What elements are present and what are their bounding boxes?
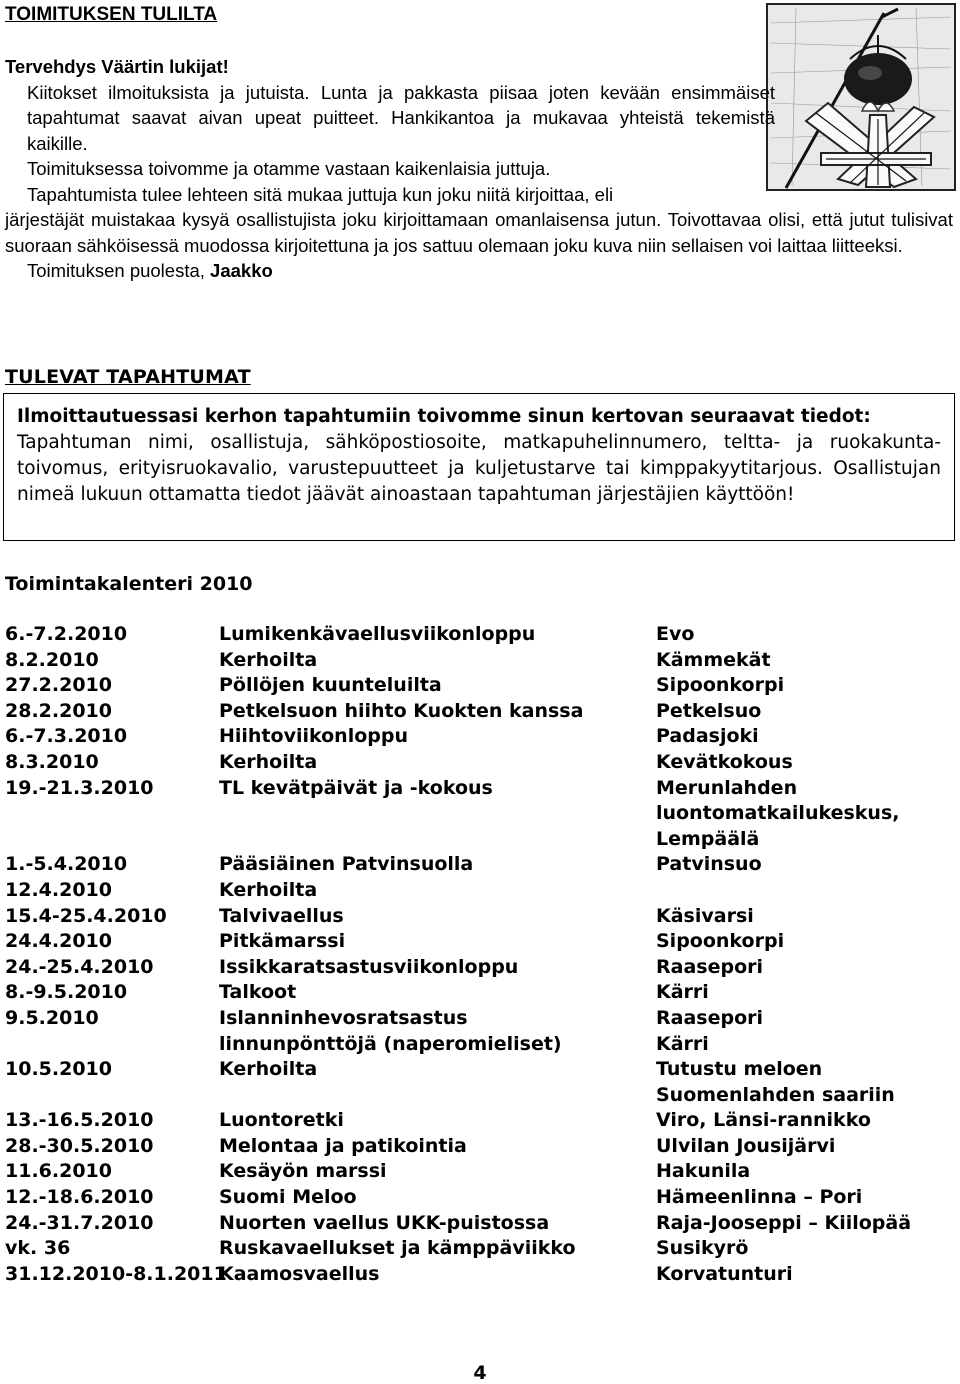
event-place: Evo (656, 623, 695, 645)
event-name: Melontaa ja patikointia (219, 1134, 467, 1157)
paragraph-thanks: Kiitokset ilmoituksista ja jutuista. Lunta ja pakkasta piisaa joten kevään ensimmäiset tapahtumat saavat aivan upeat puitteet. Hankikantoa ja mukavaa yhteistä tekemistä kaikille. (27, 81, 775, 154)
event-name: Talvivaellus (219, 904, 344, 927)
event-name: Kerhoilta (219, 1058, 318, 1081)
event-date: 8.-9.5.2010 (5, 981, 128, 1004)
event-place: Lempäälä (656, 827, 760, 850)
greeting: Tervehdys Väärtin lukijat! (5, 56, 229, 77)
event-place: Kämmekät (656, 648, 771, 671)
event-date: 8.3.2010 (5, 750, 99, 773)
event-name: linnunpönttöjä (naperomieliset) (219, 1032, 562, 1055)
event-name: Kesäyön marssi (219, 1160, 387, 1183)
paragraph-wishes: Toimituksessa toivomme ja otamme vastaan kaikenlaisia juttuja. (27, 158, 551, 179)
event-place: Kärri (656, 981, 709, 1004)
event-name: Pitkämarssi (219, 930, 346, 953)
event-date: 12.-18.6.2010 (5, 1186, 154, 1209)
event-date: 11.6.2010 (5, 1160, 112, 1183)
event-name: Kerhoilta (219, 750, 318, 773)
event-place: Petkelsuo (656, 699, 762, 722)
page-number: 4 (473, 1362, 487, 1384)
event-name: Nuorten vaellus UKK-puistossa (219, 1211, 550, 1234)
event-date: 10.5.2010 (5, 1058, 112, 1081)
event-place: Sipoonkorpi (656, 674, 785, 697)
event-name: Talkoot (219, 981, 297, 1004)
event-date: 9.5.2010 (5, 1006, 99, 1029)
signature-prefix: Toimituksen puolesta, (27, 260, 211, 281)
registration-info-body: Tapahtuman nimi, osallistuja, sähköpostiosoite, matkapuhelinnumero, teltta- ja ruokakunta-toivomus, erityisruokavalio, varustepuutteet ja kuljetustarve tai kimppakyytitarjous. Osallistujan nimeä lukuun ottamatta tiedot jäävät ainoastaan tapahtuman järjestäjien käyttöön! (17, 432, 941, 505)
event-place: Raja-Jooseppi – Kiilopää (656, 1211, 912, 1234)
event-date: vk. 36 (5, 1237, 71, 1260)
event-place: Hämeenlinna – Pori (656, 1186, 863, 1209)
event-place: Viro, Länsi-rannikko (656, 1109, 871, 1132)
event-name: TL kevätpäivät ja -kokous (219, 776, 493, 799)
event-name: Islanninhevosratsastus (219, 1006, 468, 1029)
page-title: TOIMITUKSEN TULILTA (5, 4, 218, 25)
event-place: Suomenlahden saariin (656, 1083, 895, 1106)
paragraph-organizers: järjestäjät muistakaa kysyä osallistujista joku kirjoittamaan omanlaisensa jutun. Toivottavaa olisi, että jutut tulisivat suoraan sähköisessä muodossa kirjoitettuna ja jos sattuu olemaan joku kuva niin sellaisen voi laittaa liitteeksi. (5, 209, 953, 256)
event-name: Issikkaratsastusviikonloppu (219, 955, 519, 978)
event-place: Käsivarsi (656, 904, 754, 927)
event-place: Merunlahden (656, 776, 798, 799)
editorial-text (5, 54, 953, 284)
event-date: 13.-16.5.2010 (5, 1109, 154, 1132)
event-date: 28.2.2010 (5, 699, 112, 722)
paragraph-events-text: Tapahtumista tulee lehteen sitä mukaa juttuja kun joku niitä kirjoittaa, eli (27, 183, 614, 205)
event-name: Ruskavaellukset ja kämppäviikko (219, 1237, 576, 1260)
event-name: Lumikenkävaellusviikonloppu (219, 623, 536, 645)
event-name: Petkelsuon hiihto Kuokten kanssa (219, 699, 584, 722)
event-date: 6.-7.2.2010 (5, 623, 128, 645)
registration-info-box (3, 393, 955, 541)
event-date: 8.2.2010 (5, 648, 99, 671)
event-place: Hakunila (656, 1160, 751, 1183)
event-place: Raasepori (656, 955, 764, 978)
event-date: 27.2.2010 (5, 674, 112, 697)
event-place: Raasepori (656, 1006, 764, 1029)
event-place: luontomatkailukeskus, (656, 802, 900, 825)
event-place: Patvinsuo (656, 853, 762, 876)
calendar-title: Toimintakalenteri 2010 (5, 573, 253, 595)
event-date: 19.-21.3.2010 (5, 776, 154, 799)
event-date: 12.4.2010 (5, 878, 112, 901)
event-name: Pääsiäinen Patvinsuolla (219, 853, 474, 876)
event-place: Padasjoki (656, 725, 759, 748)
event-name: Kaamosvaellus (219, 1262, 380, 1285)
event-date: 24.-25.4.2010 (5, 955, 154, 978)
event-name: Pöllöjen kuunteluilta (219, 674, 442, 697)
event-place: Sipoonkorpi (656, 930, 785, 953)
event-date: 31.12.2010-8.1.2011 (5, 1262, 227, 1285)
event-date: 15.4-25.4.2010 (5, 904, 167, 927)
event-date: 28.-30.5.2010 (5, 1134, 154, 1157)
event-place: Ulvilan Jousijärvi (656, 1134, 836, 1157)
event-place: Tutustu meloen (656, 1058, 823, 1081)
event-name: Kerhoilta (219, 648, 318, 671)
event-date: 24.-31.7.2010 (5, 1211, 154, 1234)
event-name: Kerhoilta (219, 878, 318, 901)
event-place: Korvatunturi (656, 1262, 793, 1285)
event-date: 6.-7.3.2010 (5, 725, 128, 748)
signature-name: Jaakko (210, 260, 273, 281)
upcoming-section-title: TULEVAT TAPAHTUMAT (5, 366, 251, 388)
event-name: Suomi Meloo (219, 1186, 357, 1209)
event-name: Hiihtoviikonloppu (219, 725, 408, 748)
event-date: 1.-5.4.2010 (5, 853, 128, 876)
event-place: Kevätkokous (656, 750, 793, 773)
event-name: Luontoretki (219, 1109, 344, 1132)
event-place: Susikyrö (656, 1237, 749, 1260)
signature (5, 258, 953, 284)
event-date: 24.4.2010 (5, 930, 112, 953)
event-place: Kärri (656, 1032, 709, 1055)
registration-info-heading: Ilmoittautuessasi kerhon tapahtumiin toivomme sinun kertovan seuraavat tiedot: (17, 406, 871, 427)
